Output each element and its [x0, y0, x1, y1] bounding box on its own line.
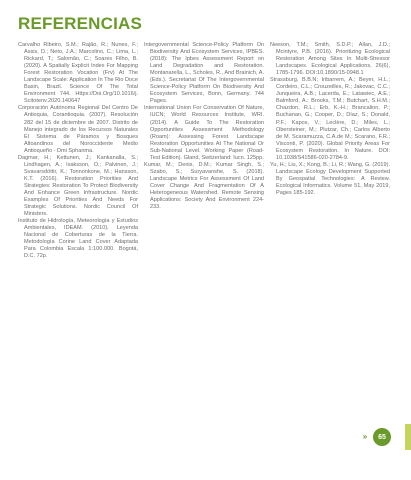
reference-entry: Yu, H.; Liu, X.; Kong, B.; Li, R.; Wang, G. (2019). Landscape Ecology Development Supported By Geospatial Technologies: A Review. Ecological Informatics. Volume 51, May 2019, Pages 185-192.: [270, 161, 390, 196]
page-footer: [359, 428, 391, 446]
reference-entry: Corporación Autónoma Regional Del Centro De Antioquia, Corantioquia. (2007). Resolución 282 del 15 de diciembre de 2007. Distrito de Manejo integrado de los Recursos Naturales El Sistema de Páramos y Bosques Altoandinos del Noroccidente Medio Antioqueño - Dmi Sphanma.: [18, 105, 138, 154]
reference-entry: Kumar, M.; Denis, D.M.; Kumar Singh, S.; Szabo, S.; Suryavanshe, S. (2018). Landscape Metrics For Assessment Of Land Cover Change And Fragmentation Of A Heterogeneous Watershed. Remote Sensing Applications: Society And Environment 224-233.: [144, 161, 264, 211]
reference-entry: Neeson, T.M.; Smith, S.D.P.; Allan, J.D.; Mcintyre, P.B. (2016). Prioritizing Ecological Restoration Among Sites In Multi-Stressor Landscapes. Ecological Applications, 26(6), 1785-1796. DOI:10.1890/15-0948.1: [270, 42, 390, 77]
references-column-1: [18, 42, 138, 442]
reference-entry: Instituto de Hidrología, Meteorología y Estudios Ambientales, IDEAM. (2010). Leyenda Nacional de Coberturas de la Tierra. Metodología Corine Land Cover Adaptada Para Colombia Escala 1:100.000. Bogotá, D.C. 72p.: [18, 218, 138, 260]
references-columns: [18, 42, 390, 442]
page-title: REFERENCIAS: [18, 14, 143, 33]
double-chevron-right-icon: »: [362, 432, 368, 441]
reference-entry: Carvalho Ribeiro, S.M.; Rajão, R.; Nunes, F.; Assis, D.; Neto, J.A.; Marcolino, C.; Lima, L.; Rickard, T.; Salomão, C.; Soares Filho, B. (2020). A Spatially Explicit Index For Mapping Forest Restoration Vocation (Frv) At The Landscape Scale: Application In The Rio Doce Basin, Brazil. Science Of The Total Environment 744. Https://Doi.Org/10.1016/j. Scitotenv.2020.140647: [18, 42, 138, 105]
references-column-3: [270, 42, 390, 442]
page-number: 65: [373, 428, 391, 446]
reference-entry: Strassburg, B.B.N; Iribarrem, A.; Beyer, H.L.; Cordeiro, C.L.; Crouzeilles, R.; Jakovac, C.C.; Junqueira, A.B.; Lacerda, E.; Latawiec, A.E.; Balmford, A.; Brooks, T.M.; Butchart, S.H.M.; Chazdon, R.L.; Erb, K.-H.; Brancalion, P.; Buchanan, G.; Cooper, D.; Díaz, S.; Donald, P.F.; Kapos, V.; Leclère, D.; Miles, L.; Obersteiner, M.; Plutzar, Ch.; Carlos Alberto de M. Scaramuzza, C.A.de M.; Scarano, F.R.; Visconti, P. (2020). Global Priority Areas For Ecosystem Restoration. In Nature. DOI: 10.1038/S41586-020-2784-9.: [270, 77, 390, 161]
reference-entry: International Union For Conservation Of Nature, IUCN; World Resources Institute, WRI. (2014). A Guide To The Restoration Opportunities Assessment Methodology (Roam): Assessing Forest Landscape Restoration Opportunities At The National Or Sub-National Level. Working Paper (Road-Test Edition). Gland, Switzerland: Iucn. 125pp.: [144, 105, 264, 161]
side-tab-decoration: [405, 424, 411, 450]
reference-entry: Dagmar, H.; Kettunen, J.; Kankanalla, S.; Lindhagen, A.; Isaksson, O.; Palvinen, J.; Svavarsdóttir, K.; Tonnonkone, M.; Hansson, K.T. (2016). Restoration Priorities And Strategies: Restoration To Protect Biodiversity And Enhance Green Infrastructure. Nordic Examples Of Priorities And Needs For Strategic Solutions. Nordic Council Of Ministers.: [18, 154, 138, 218]
references-column-2: [144, 42, 264, 442]
reference-entry: Intergovernmental Science-Policy Platform On Biodiversity And Ecosystem Services, IPBES. (2018): The Ipbes Assessment Report on Land Degradation and Restoration. Montanarella, L., Scholes, R., And Brainich, A. (Eds.). Secretariat Of The Intergovernmental Science-Policy Platform On Biodiversity And Ecosystem Services, Bonn, Germany. 744 Pages.: [144, 42, 264, 105]
